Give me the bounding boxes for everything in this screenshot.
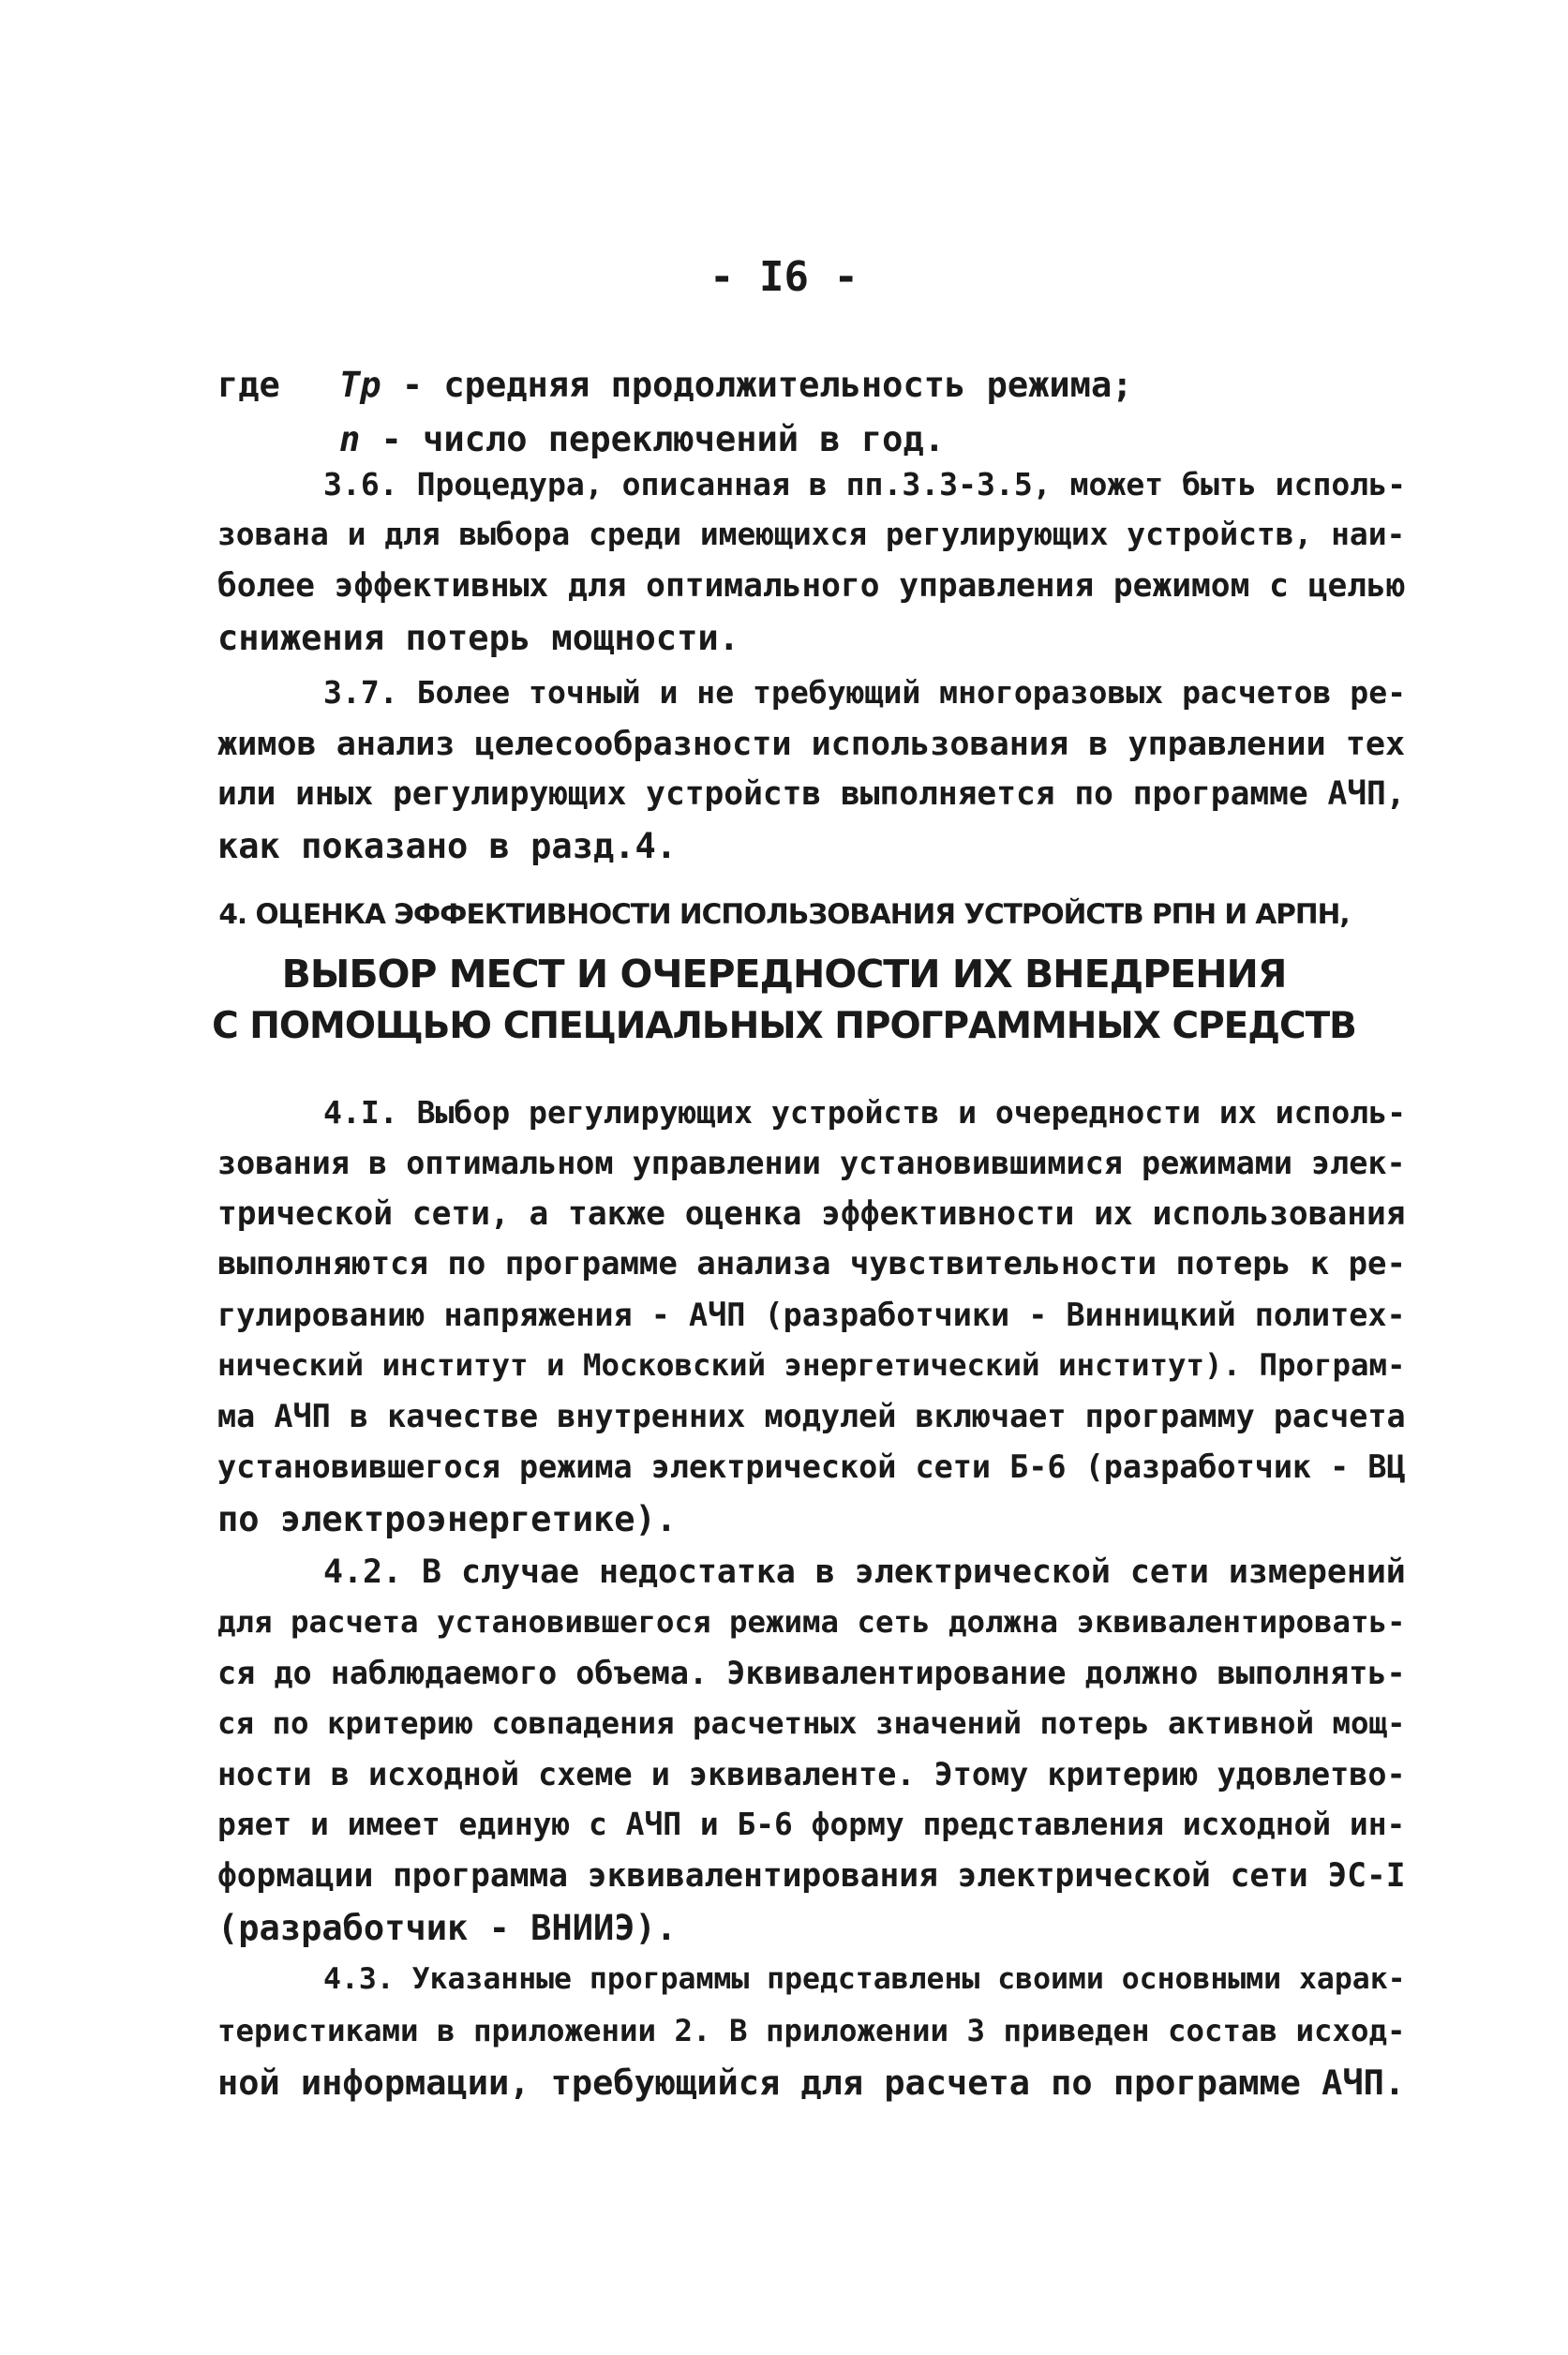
paragraph-4-2-line: ности в исходной схеме и эквиваленте. Этому критерию удовлетво- [217, 1756, 1406, 1792]
paragraph-4-1-line: трической сети, а также оценка эффективности их использования [217, 1195, 1406, 1233]
section-4-heading-line-1: 4. ОЦЕНКА ЭФФЕКТИВНОСТИ ИСПОЛЬЗОВАНИЯ УСТРОЙСТВ РПН И АРПН, [218, 898, 1350, 930]
paragraph-4-2-line: (разработчик - ВНИИЭ). [217, 1908, 678, 1948]
where-line-2-text: - число переключений в год. [360, 419, 946, 459]
where-line-2 [339, 419, 946, 459]
section-4-heading-line-2: ВЫБОР МЕСТ И ОЧЕРЕДНОСТИ ИХ ВНЕДРЕНИЯ [281, 952, 1287, 997]
paragraph-3-6-line: более эффективных для оптимального управления режимом с целью [217, 567, 1406, 605]
paragraph-3-6-line: 3.6. Процедура, описанная в пп.3.3-3.5, может быть исполь- [323, 466, 1407, 502]
paragraph-3-6-line: зована и для выбора среди имеющихся регулирующих устройств, наи- [217, 516, 1406, 552]
paragraph-3-7-line: как показано в разд.4. [217, 826, 678, 866]
paragraph-4-1-line: выполняются по программе анализа чувствительности потерь к ре- [217, 1245, 1406, 1282]
paragraph-4-2-line: ряет и имеет единую с АЧП и Б-6 форму представления исходной ин- [217, 1806, 1406, 1842]
paragraph-4-2-line: для расчета установившегося режима сеть должна эквивалентировать- [217, 1604, 1406, 1640]
paragraph-4-1-line: по электроэнергетике). [217, 1499, 678, 1539]
paragraph-3-6-line: снижения потерь мощности. [217, 618, 739, 658]
page-number: - I6 - [709, 253, 859, 301]
paragraph-3-7-line: жимов анализ целесообразности использования в управлении тех [217, 725, 1406, 763]
paragraph-3-7-line: 3.7. Более точный и не требующий многоразовых расчетов ре- [323, 674, 1407, 711]
paragraph-4-1-line: ма АЧП в качестве внутренних модулей включает программу расчета [217, 1398, 1406, 1434]
paragraph-4-3-line: теристиками в приложении 2. В приложении 3 приведен состав исход- [217, 2013, 1406, 2048]
variable-t-p: Tр [339, 365, 381, 405]
paragraph-4-1-line: установившегося режима электрической сети Б-6 (разработчик - ВЦ [217, 1448, 1406, 1485]
paragraph-4-3-line: ной информации, требующийся для расчета по программе АЧП. [217, 2062, 1406, 2103]
paragraph-4-3-line: 4.3. Указанные программы представлены своими основными харак- [323, 1962, 1406, 1996]
paragraph-4-2-line: ся до наблюдаемого объема. Эквивалентирование должно выполнять- [217, 1655, 1406, 1691]
paragraph-4-2-line: ся по критерию совпадения расчетных значений потерь активной мощ- [217, 1705, 1406, 1741]
paragraph-4-2-line: формации программа эквивалентирования электрической сети ЭС-I [217, 1857, 1406, 1895]
paragraph-3-7-line: или иных регулирующих устройств выполняется по программе АЧП, [217, 775, 1406, 813]
variable-n: n [339, 419, 361, 459]
paragraph-4-1-line: зования в оптимальном управлении установившимися режимами элек- [217, 1145, 1406, 1181]
paragraph-4-1-line: гулированию напряжения - АЧП (разработчики - Винницкий политех- [217, 1297, 1406, 1333]
paragraph-4-2-line: 4.2. В случае недостатка в электрической сети измерений [323, 1553, 1406, 1591]
where-word: где [217, 365, 280, 405]
where-line-1 [339, 365, 1133, 405]
where-line-1-text: - средняя продолжительность режима; [381, 365, 1133, 405]
section-4-heading-line-3: С ПОМОЩЬЮ СПЕЦИАЛЬНЫХ ПРОГРАММНЫХ СРЕДСТВ [212, 1005, 1356, 1047]
paragraph-4-1-line: нический институт и Московский энергетический институт). Програм- [217, 1347, 1406, 1383]
paragraph-4-1-line: 4.I. Выбор регулирующих устройств и очередности их исполь- [323, 1094, 1407, 1131]
